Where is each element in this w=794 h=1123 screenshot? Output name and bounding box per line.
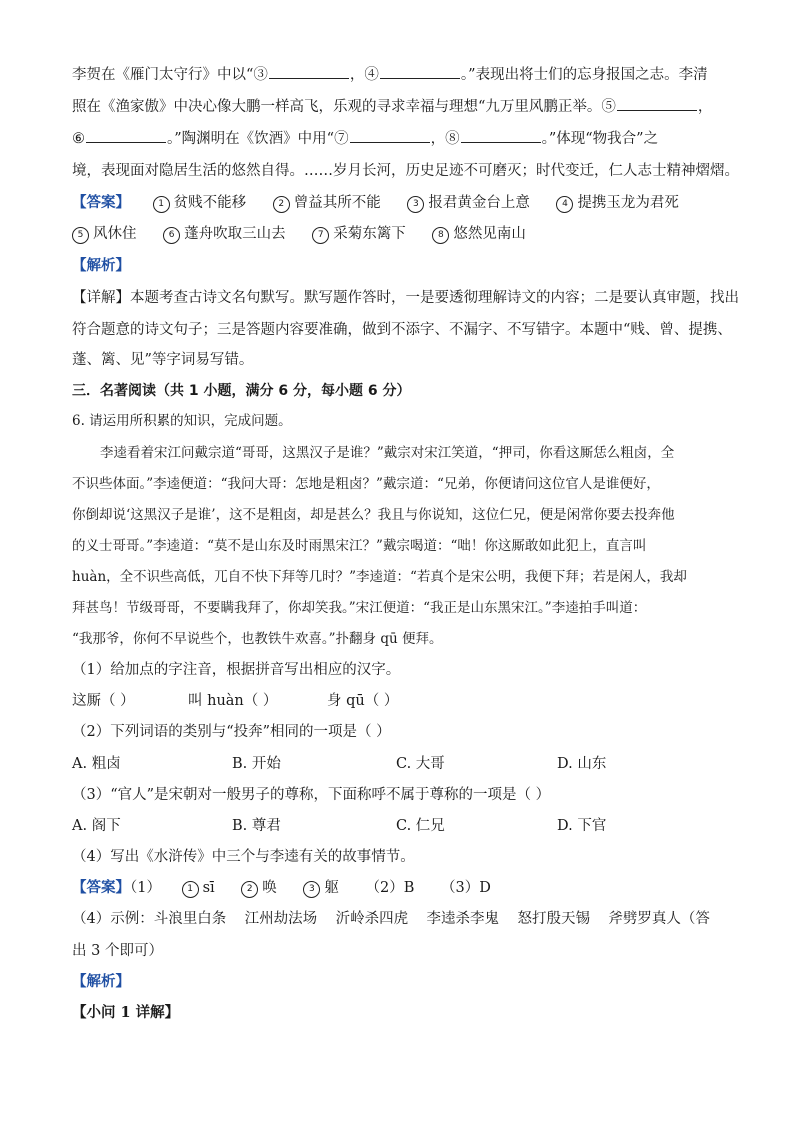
answer-text: 悠然见南山 xyxy=(453,226,526,242)
fill-blank-6 xyxy=(86,128,166,143)
analysis1-line1 xyxy=(72,287,739,309)
answer-part: （1） xyxy=(130,880,161,896)
answer-text: sī xyxy=(202,880,215,896)
passage-line: 你倒却说‘这黑汉子是谁’，这不是粗卤，却是甚么？我且与你说知，这位仁兄，便是闲常你要去投奔他 xyxy=(72,507,675,523)
sub1-item: 身 qū（ ） xyxy=(327,693,399,709)
text-segment: 。”体现“物我合”之 xyxy=(541,131,659,147)
answer-item xyxy=(182,880,215,896)
answer-item xyxy=(273,195,381,211)
answer-item xyxy=(303,880,339,896)
option-c: C. 大哥 xyxy=(396,756,445,772)
text-segment: 照在《渔家傲》中决心像大鹏一样高飞，乐观的寻求幸福与理想“九万里风鹏正举。⑤ xyxy=(72,99,616,115)
answer-text: 风休住 xyxy=(93,226,137,242)
text-segment: 。”表现出将士们的忘身报国之志。李清 xyxy=(460,67,708,83)
answer-item xyxy=(72,226,137,242)
answer-text: 躯 xyxy=(324,880,339,896)
sub-question-4: （4）写出《水浒传》中三个与李逵有关的故事情节。 xyxy=(72,849,415,865)
answer-text: 贫贱不能移 xyxy=(173,195,247,211)
answer-text: 采菊东篱下 xyxy=(333,226,406,242)
fill-blank-8 xyxy=(461,128,541,143)
option-a: A. 阁下 xyxy=(72,818,121,834)
option-c: C. 仁兄 xyxy=(396,818,445,834)
option-d: D. 下官 xyxy=(557,818,607,834)
para1-line1 xyxy=(72,64,708,86)
circled-number: 1 xyxy=(182,881,199,898)
analysis1-line3: 蓬、篱、见”等字词易写错。 xyxy=(72,352,254,368)
analysis-tag: 【解析】 xyxy=(72,257,130,274)
answer-tag: 【答案】 xyxy=(72,194,130,211)
circled-number: 3 xyxy=(407,196,424,213)
answer-item xyxy=(312,226,406,242)
sub1-item: 这厮（ ） xyxy=(72,693,135,709)
circled-number: 4 xyxy=(556,196,573,213)
answer-part: （3）D xyxy=(441,880,491,896)
circled-number: 6 xyxy=(163,227,180,244)
answer2-line2: （4）示例：斗浪里白条 江州劫法场 沂岭杀四虎 李逵杀李鬼 怒打殷天锡 斧劈罗真人（答 xyxy=(72,911,710,927)
fill-blank-5 xyxy=(617,96,697,111)
para1-line2 xyxy=(72,96,712,118)
circled-number: 2 xyxy=(241,881,258,898)
detail-tag: 【详解】 xyxy=(72,290,130,306)
passage-line: “我那爷，你何不早说些个，也教铁牛欢喜。”扑翻身 qū 便拜。 xyxy=(72,631,443,647)
text-segment: ⑥ xyxy=(72,131,85,147)
answer-part: （2）B xyxy=(365,880,415,896)
circled-number: 5 xyxy=(72,227,89,244)
para1-line4: 境，表现面对隐居生活的悠然自得。……岁月长河，历史足迹不可磨灭；时代变迁，仁人志士精神熠熠。 xyxy=(72,163,739,179)
passage-line: 不识些体面。”李逵便道：“我问大哥：怎地是粗卤？”戴宗道：“兄弟，你便请问这位官人是谁便好， xyxy=(72,476,660,492)
answer-item xyxy=(407,195,530,211)
answer2-line3: 出 3 个即可） xyxy=(72,943,163,959)
sub-question-1: （1）给加点的字注音，根据拼音写出相应的汉字。 xyxy=(72,662,401,678)
para1-line3 xyxy=(72,128,658,150)
circled-number: 8 xyxy=(432,227,449,244)
analysis-text: 本题考查古诗文名句默写。默写题作答时，一是要透彻理解诗文的内容；二是要认真审题，找出 xyxy=(130,290,739,306)
section-title: 三．名著阅读（共 1 小题，满分 6 分，每小题 6 分） xyxy=(72,383,411,399)
answer-text: 提携玉龙为君死 xyxy=(577,195,679,211)
circled-number: 3 xyxy=(303,881,320,898)
question-stem: 6. 请运用所积累的知识，完成问题。 xyxy=(72,413,292,429)
passage-line: huàn，全不识些高低，兀自不快下拜等几时？”李逵道：“若真个是宋公明，我便下拜；若是闲人，我却 xyxy=(72,569,687,585)
answer-item xyxy=(153,195,247,211)
circled-number: 2 xyxy=(273,196,290,213)
answer-item xyxy=(432,226,526,242)
option-d: D. 山东 xyxy=(557,756,607,772)
option-b: B. 开始 xyxy=(232,756,281,772)
fill-blank-7 xyxy=(350,128,430,143)
analysis1-line2: 符合题意的诗文句子；三是答题内容要准确，做到不添字、不漏字、不写错字。本题中“贱、曾、提携、 xyxy=(72,322,732,338)
answer2-line1 xyxy=(72,877,513,899)
sub-detail-tag: 【小问 1 详解】 xyxy=(72,1004,180,1021)
answer1-line1 xyxy=(72,192,679,214)
fill-blank-4 xyxy=(380,64,460,79)
text-segment: ， xyxy=(697,99,713,115)
answer-item xyxy=(241,880,277,896)
passage-line: 的义士哥哥。”李逵道：“莫不是山东及时雨黑宋江？”戴宗喝道：“咄！你这厮敢如此犯上，直言叫 xyxy=(72,538,647,554)
sub-question-2: （2）下列词语的类别与“投奔”相同的一项是（ ） xyxy=(72,724,391,740)
text-segment: ，④ xyxy=(349,67,379,83)
answer-text: 唤 xyxy=(262,880,277,896)
answer-tag: 【答案】 xyxy=(72,879,130,896)
answer-text: 报君黄金台上意 xyxy=(428,195,530,211)
sub1-item: 叫 huàn（ ） xyxy=(188,693,278,709)
circled-number: 7 xyxy=(312,227,329,244)
answer-text: 曾益其所不能 xyxy=(293,195,381,211)
text-segment: 。”陶渊明在《饮酒》中用“⑦ xyxy=(167,131,349,147)
text-segment: ，⑧ xyxy=(430,131,460,147)
option-a: A. 粗卤 xyxy=(72,756,121,772)
option-b: B. 尊君 xyxy=(232,818,281,834)
answer-item xyxy=(163,226,286,242)
answer1-line2 xyxy=(72,223,548,245)
text-segment: 李贺在《雁门太守行》中以“③ xyxy=(72,67,268,83)
passage-line: 拜甚鸟！节级哥哥，不要瞒我拜了，你却笑我。”宋江便道：“我正是山东黑宋江。”李逵拍手叫道： xyxy=(72,600,647,616)
passage-line: 李逵看着宋江问戴宗道“哥哥，这黑汉子是谁？”戴宗对宋江笑道，“押司，你看这厮恁么粗卤，全 xyxy=(100,445,675,461)
circled-number: 1 xyxy=(153,196,170,213)
analysis-tag: 【解析】 xyxy=(72,973,130,990)
reading-passage xyxy=(72,438,724,655)
fill-blank-3 xyxy=(269,64,349,79)
sub-question-3: （3）“官人”是宋朝对一般男子的尊称，下面称呼不属于尊称的一项是（ ） xyxy=(72,787,551,803)
answer-text: 蓬舟吹取三山去 xyxy=(184,226,286,242)
answer-item xyxy=(556,195,679,211)
